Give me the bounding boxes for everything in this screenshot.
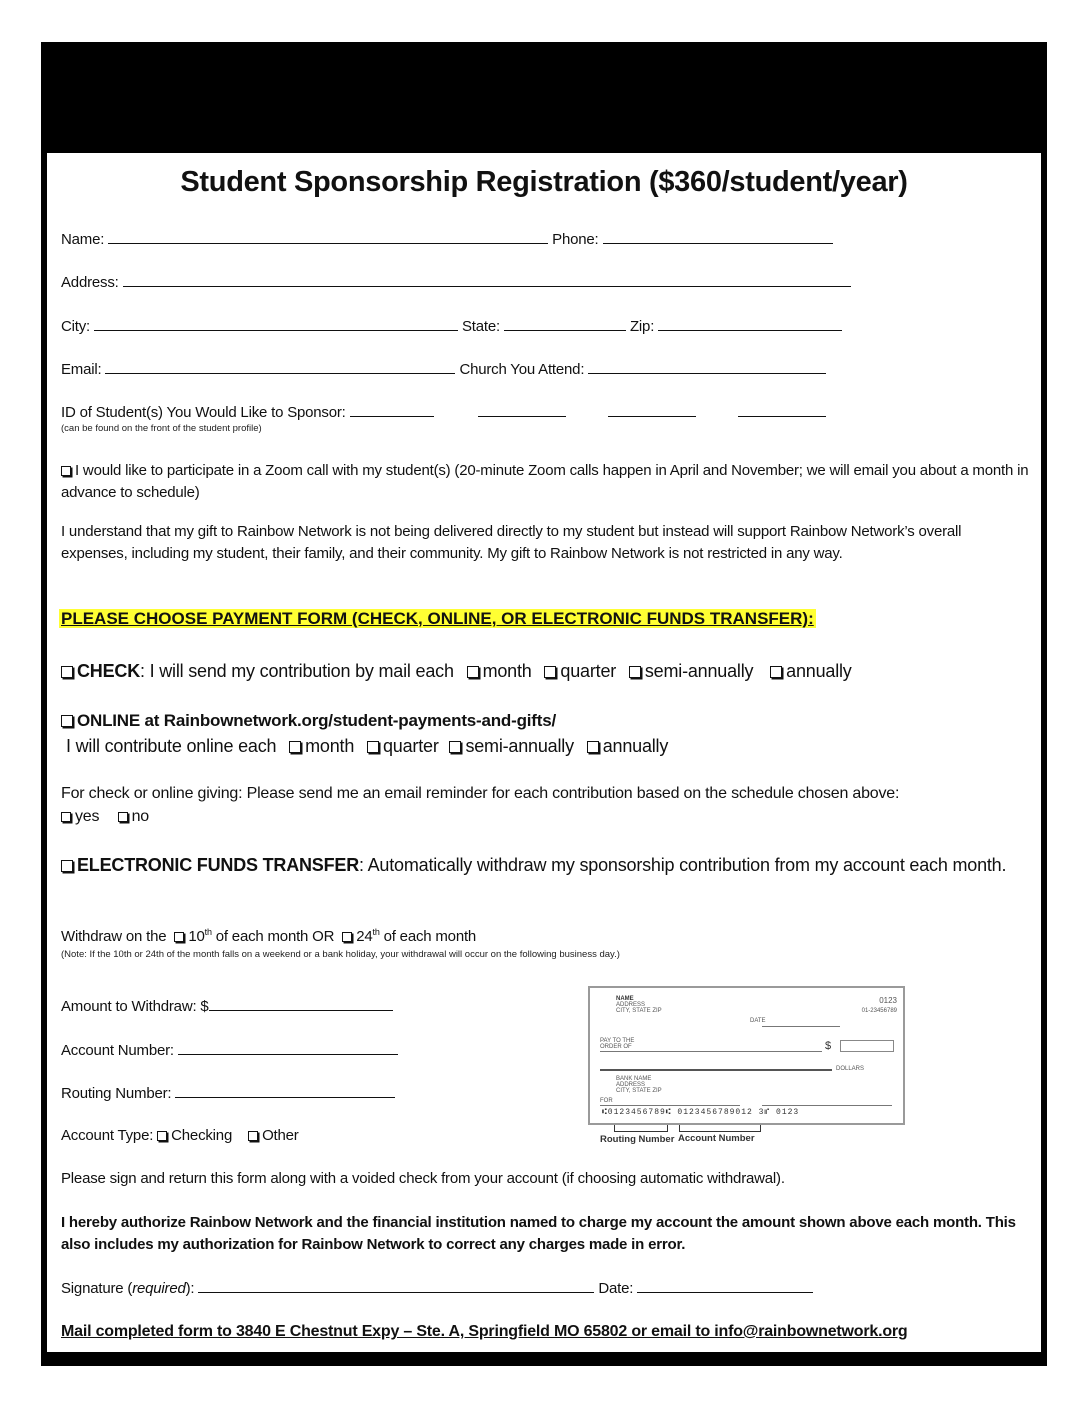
account-type-row [61,1127,299,1144]
withdraw-10th-suffix: of each month OR [215,928,335,945]
check-semi-annually-checkbox[interactable] [629,666,641,678]
check-month-label: month [482,661,532,681]
online-month-label: month [305,736,355,756]
reminder-options [61,808,149,826]
church-field[interactable] [588,359,826,374]
zip-field[interactable] [658,316,842,331]
withdraw-24th-suffix: of each month [383,928,477,945]
account-type-other-label: Other [262,1127,299,1144]
amount-label: Amount to Withdraw: $ [61,998,209,1015]
withdraw-10th-checkbox[interactable] [174,932,184,942]
withdraw-day-row [61,927,476,945]
student-id-field-2[interactable] [478,402,566,417]
sample-check-image [588,986,905,1125]
name-row [61,229,833,248]
check-bank-name: BANK NAME [616,1076,652,1082]
eft-option-text: : Automatically withdraw my sponsorship contribution from my account each month. [359,855,1007,875]
signature-row [61,1278,813,1297]
student-id-field-1[interactable] [350,402,434,417]
online-month-checkbox[interactable] [289,741,301,753]
zip-label: Zip: [629,318,655,335]
check-micr-line: ⑆0123456789⑆ 0123456789012 3⑈ 0123 [602,1108,800,1117]
check-name: NAME [616,996,634,1002]
check-for-label: FOR [600,1098,613,1104]
email-field[interactable] [105,359,455,374]
authorization-text: I hereby authorize Rainbow Network and the financial institution named to charge my account the amount shown above each month. This also includes my authorization for Rainbow Network to correct any charges made in error. [61,1214,1016,1253]
check-city: CITY, STATE ZIP [616,1008,662,1014]
reminder-text: For check or online giving: Please send me an email reminder for each contribution based on the schedule chosen above: [61,785,900,802]
check-number: 0123 [879,996,897,1005]
reminder-no-checkbox[interactable] [118,812,128,822]
student-id-note: (can be found on the front of the student profile) [61,423,262,434]
eft-payment-checkbox[interactable] [61,860,73,872]
account-type-checking-checkbox[interactable] [157,1131,167,1141]
online-option-label: ONLINE at Rainbownetwork.org/student-payments-and-gifts/ [77,711,556,730]
student-id-field-4[interactable] [738,402,826,417]
online-quarter-label: quarter [382,736,439,756]
withdraw-10th-num: 10 [188,928,205,945]
check-dollars-label: DOLLARS [836,1066,865,1072]
check-annually-label: annually [786,661,852,681]
online-option-text: I will contribute online each [66,736,277,756]
account-type-label: Account Type: [61,1127,154,1144]
account-type-other-checkbox[interactable] [248,1131,258,1141]
zoom-call-checkbox[interactable] [61,466,71,476]
online-semi-annually-label: semi-annually [465,736,574,756]
phone-field[interactable] [603,229,833,244]
check-fraction: 01-23456789 [861,1008,897,1014]
withdraw-24th-num: 24 [356,928,373,945]
phone-label: Phone: [552,231,599,248]
check-annually-checkbox[interactable] [770,666,782,678]
check-quarter-label: quarter [560,661,617,681]
withdraw-prefix: Withdraw on the [61,928,167,945]
account-number-row [61,1040,398,1059]
zoom-call-option [61,460,1031,504]
online-payment-checkbox[interactable] [61,715,73,727]
form-page [47,153,1041,1352]
page-title: Student Sponsorship Registration ($360/student/year) [180,166,908,198]
account-number-caption: Account Number [678,1133,755,1144]
signature-label-prefix: Signature ( [61,1280,133,1297]
student-id-field-3[interactable] [608,402,696,417]
amount-row [61,996,393,1015]
online-frequency-row [66,736,668,757]
church-label: Church You Attend: [459,361,585,378]
routing-bracket [614,1125,668,1132]
withdraw-24th-checkbox[interactable] [342,932,352,942]
payment-heading [59,609,816,629]
routing-number-field[interactable] [175,1083,395,1098]
online-option-row [61,710,556,731]
reminder-no-label: no [131,808,149,825]
check-quarter-checkbox[interactable] [544,666,556,678]
eft-option-label: ELECTRONIC FUNDS TRANSFER [77,855,359,875]
account-type-checking-label: Checking [171,1127,233,1144]
date-label: Date: [598,1280,634,1297]
name-field[interactable] [108,229,548,244]
eft-option [61,852,1036,878]
disclaimer-text: I understand that my gift to Rainbow Network is not being delivered directly to my student but instead will support Rainbow Network’s overall expenses, including my student, their family, and their community. My gift to Rainbow Network is not restricted in any way. [61,523,962,562]
check-option-label: CHECK [77,661,141,681]
check-date-label: DATE [750,1018,766,1024]
check-order-of: ORDER OF [600,1044,632,1050]
reminder-yes-label: yes [75,808,100,825]
reminder-yes-checkbox[interactable] [61,812,71,822]
amount-field[interactable] [209,996,393,1011]
check-month-checkbox[interactable] [467,666,479,678]
check-pay-to: PAY TO THE [600,1038,635,1044]
zoom-call-label: I would like to participate in a Zoom call with my student(s) (20-minute Zoom calls happen in April and November; we will email you about a month in advance to schedule) [61,462,1029,501]
account-bracket [679,1125,761,1132]
check-semi-annually-label: semi-annually [644,661,754,681]
routing-number-caption: Routing Number [600,1134,675,1145]
online-annually-label: annually [602,736,669,756]
student-id-label: ID of Student(s) You Would Like to Sponsor: [61,404,346,421]
city-field[interactable] [94,316,458,331]
address-label: Address: [61,274,119,291]
return-instructions: Please sign and return this form along with a voided check from your account (if choosing automatic withdrawal). [61,1170,785,1187]
routing-number-row [61,1083,395,1102]
account-number-label: Account Number: [61,1042,174,1059]
check-bank-address: ADDRESS [616,1082,646,1088]
check-dollar-sign: $ [825,1040,832,1052]
city-row [61,316,842,335]
withdraw-10th-sup: th [204,927,212,937]
payment-heading-text: PLEASE CHOOSE PAYMENT FORM (CHECK, ONLINE, OR ELECTRONIC FUNDS TRANSFER): [61,609,814,628]
email-row [61,359,826,378]
city-label: City: [61,318,91,335]
signature-label-suffix: ): [185,1280,195,1297]
check-amount-box [840,1040,894,1052]
check-bank-city: CITY, STATE ZIP [616,1088,662,1094]
withdraw-24th-sup: th [372,927,380,937]
routing-number-label: Routing Number: [61,1085,172,1102]
withdraw-note: (Note: If the 10th or 24th of the month falls on a weekend or a bank holiday, your withdrawal will occur on the following business day.) [61,949,620,960]
check-option-text: : I will send my contribution by mail each [140,661,454,681]
address-row [61,272,851,291]
email-label: Email: [61,361,102,378]
online-annually-checkbox[interactable] [587,741,599,753]
online-quarter-checkbox[interactable] [367,741,379,753]
date-field[interactable] [637,1278,813,1293]
check-address: ADDRESS [616,1002,646,1008]
signature-required-label: required [132,1280,186,1297]
check-option-row [61,661,852,682]
online-semi-annually-checkbox[interactable] [449,741,461,753]
state-label: State: [461,318,500,335]
address-field[interactable] [123,272,851,287]
signature-field[interactable] [198,1278,594,1293]
student-id-row [61,402,826,421]
account-number-field[interactable] [178,1040,398,1055]
check-payment-checkbox[interactable] [61,666,73,678]
state-field[interactable] [504,316,626,331]
mailing-instructions: Mail completed form to 3840 E Chestnut Expy – Ste. A, Springfield MO 65802 or email to info@rainbownetwork.org [61,1323,908,1340]
name-label: Name: [61,231,105,248]
